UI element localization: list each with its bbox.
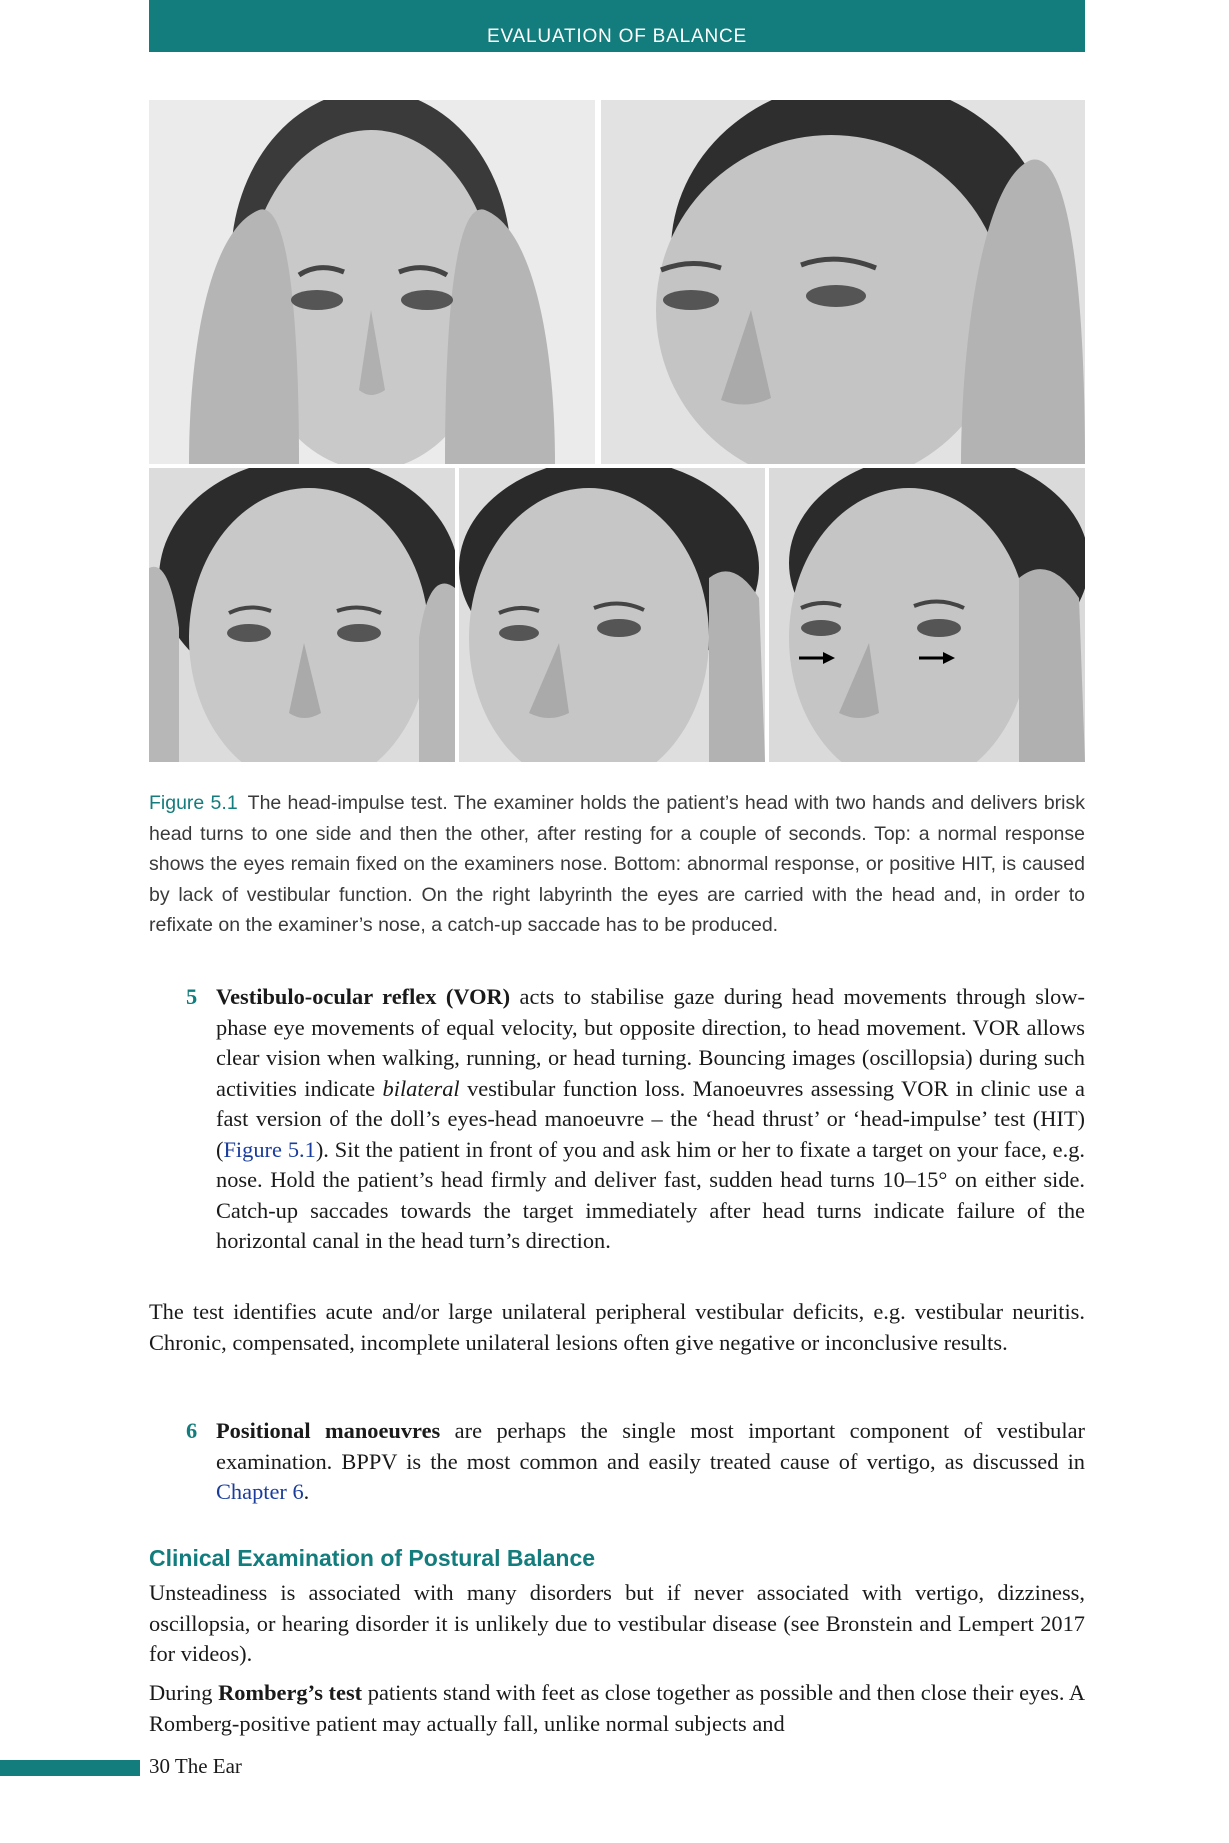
list-item-number: 6 (186, 1418, 198, 1443)
chapter-link[interactable]: Chapter 6 (216, 1479, 304, 1504)
figure-caption-label: Figure 5.1 (149, 792, 238, 814)
right-arrow-icon (919, 651, 955, 665)
figure-caption-text: The head-impulse test. The examiner holds the patient’s head with two hands and delivers brisk head turns to one side and then the other, after resting for a couple of seconds. Top: a normal response shows the eyes remain fixed on the examiners nose. Bottom: abnormal response, or positive HIT, is caused by lack of vestibular function. On the right labyrinth the eyes are carried with the head and, in order to refixate on the examiner’s nose, a catch-up saccade has to be produced. (149, 792, 1085, 936)
section-heading: Clinical Examination of Postural Balance (149, 1545, 596, 1571)
paragraph-unsteadiness: Unsteadiness is associated with many disorders but if never associated with vertigo, dizziness, oscillopsia, or hearing disorder it is unlikely due to vestibular disease (see Bronstein and Lempert 2017 for videos). (149, 1580, 1085, 1666)
term-positional-manoeuvres: Positional manoeuvres (216, 1418, 441, 1443)
term-vor: Vestibulo-ocular reflex (VOR) (216, 984, 511, 1009)
list-item-6: 6 Positional manoeuvres are perhaps the single most important component of vestibular examination. BPPV is the most common and easily treated cause of vertigo, as discussed in Chapter 6. (186, 1418, 1085, 1504)
running-header (149, 0, 1085, 52)
photo-bottom-middle-face (459, 468, 765, 762)
book-title: The Ear (174, 1754, 242, 1778)
right-arrow-icon (799, 651, 835, 665)
photo-bottom-left-face (149, 468, 455, 762)
photo-top-left-face (149, 100, 595, 464)
list-item-number: 5 (186, 984, 198, 1009)
list-item-5: 5 Vestibulo-ocular reflex (VOR) acts to stabilise gaze during head movements through slow-phase eye movements of equal velocity, but opposite direction, to head movement. VOR allows clear vision when walking, running, or head turning. Bouncing images (oscillopsia) during such activities indicate bilateral vestibular function loss. Manoeuvres assessing VOR in clinic use a fast version of the doll’s eyes-head manoeuvre – the ‘head thrust’ or ‘head-impulse’ test (HIT) (Figure 5.1). Sit the patient in front of you and ask him or her to fixate a target on your face, e.g. nose. Hold the patient’s head firmly and deliver fast, sudden head turns 10–15° on either side. Catch-up saccades towards the target immediately after head turns indicate failure of the horizontal canal in the head turn’s direction. (186, 984, 1085, 1253)
emphasis-bilateral: bilateral (382, 1075, 460, 1101)
figure-link[interactable]: Figure 5.1 (223, 1136, 316, 1162)
page-number: 30 (149, 1754, 170, 1778)
photo-bottom-right-face (769, 468, 1085, 762)
photo-top-right-face (601, 100, 1085, 464)
term-romberg-test: Romberg’s test (218, 1680, 363, 1705)
figure-5-1 (149, 100, 1085, 762)
paragraph-test-identifies: The test identifies acute and/or large unilateral peripheral vestibular deficits, e.g. vestibular neuritis. Chronic, compensated, incomplete unilateral lesions often give negative or inconclusive results. (149, 1299, 1085, 1355)
page-footer (149, 1754, 242, 1779)
paragraph-romberg: During Romberg’s test patients stand with feet as close together as possible and then close their eyes. A Romberg-positive patient may actually fall, unlike normal subjects and (149, 1680, 1086, 1736)
footer-bar (0, 1760, 140, 1776)
running-header-title: EVALUATION OF BALANCE (487, 26, 747, 47)
figure-caption (149, 788, 1085, 941)
